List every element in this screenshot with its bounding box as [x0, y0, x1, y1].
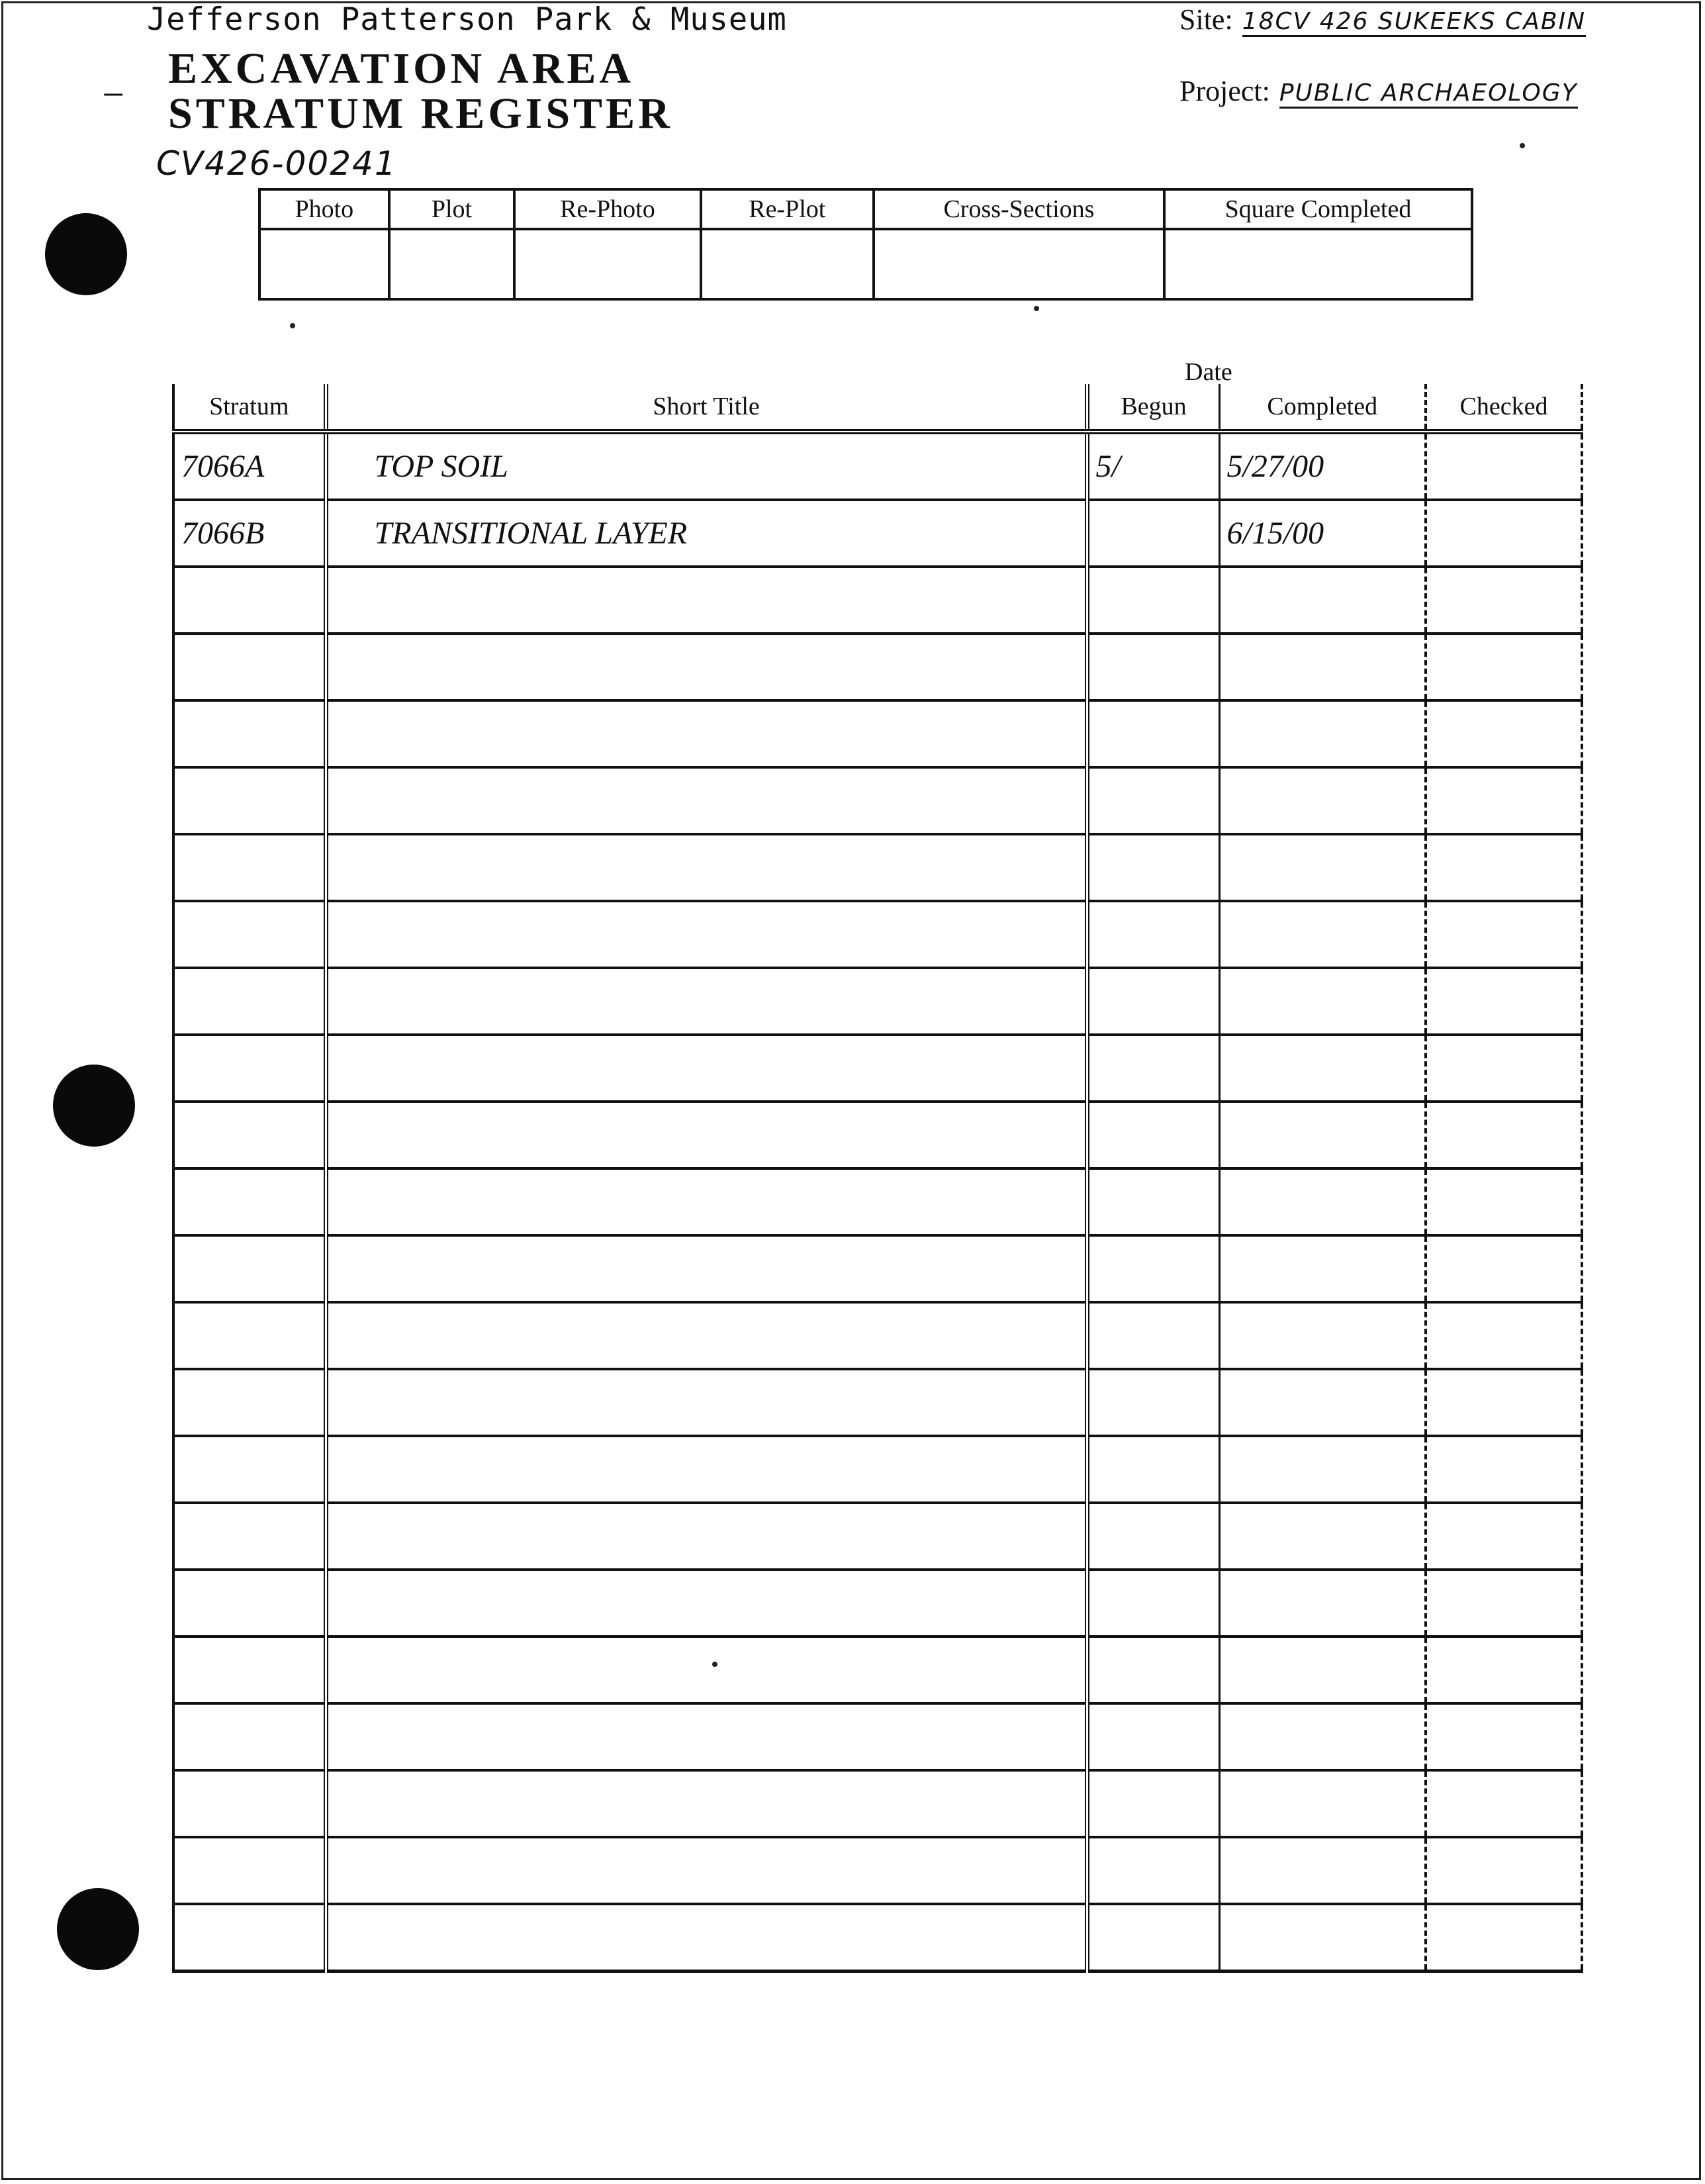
short-title-cell: TOP SOIL	[326, 432, 1087, 500]
table-row	[173, 1637, 1582, 1703]
site-label: Site:	[1179, 3, 1233, 36]
stratum-cell	[173, 1570, 326, 1637]
completed-cell	[1219, 901, 1426, 968]
begun-cell	[1087, 500, 1219, 567]
table-row	[173, 1503, 1582, 1570]
table-row	[173, 1770, 1582, 1837]
form-title-line2: STRATUM REGISTER	[168, 89, 673, 138]
status-table	[258, 188, 1473, 301]
checked-cell	[1426, 1302, 1582, 1369]
checked-cell	[1426, 1637, 1582, 1703]
stratum-cell	[173, 634, 326, 700]
short-title-cell	[326, 968, 1087, 1035]
punch-hole-bottom	[57, 1888, 139, 1970]
stratum-cell	[173, 1369, 326, 1436]
begun-cell	[1087, 834, 1219, 901]
col-stratum: Stratum	[173, 384, 326, 432]
short-title-cell	[326, 1369, 1087, 1436]
table-row	[173, 1703, 1582, 1770]
site-line	[1179, 3, 1586, 37]
begun-cell	[1087, 968, 1219, 1035]
checked-cell	[1426, 1102, 1582, 1168]
begun-cell	[1087, 1436, 1219, 1503]
table-row	[173, 1369, 1582, 1436]
document-id: CV426-00241	[156, 144, 397, 183]
status-col-re-plot: Re-Plot	[701, 189, 874, 229]
stratum-cell	[173, 767, 326, 834]
completed-cell	[1219, 634, 1426, 700]
status-col-plot: Plot	[389, 189, 515, 229]
short-title-cell: TRANSITIONAL LAYER	[326, 500, 1087, 567]
stratum-cell	[173, 901, 326, 968]
stratum-cell	[173, 968, 326, 1035]
begun-cell	[1087, 634, 1219, 700]
begun-cell	[1087, 567, 1219, 634]
status-entry-row	[259, 229, 1472, 299]
begun-cell	[1087, 700, 1219, 767]
checked-cell	[1426, 767, 1582, 834]
short-title-cell	[326, 1503, 1087, 1570]
stratum-cell	[173, 1770, 326, 1837]
col-short-title: Short Title	[326, 384, 1087, 432]
begun-cell	[1087, 1302, 1219, 1369]
form-title-line1: EXCAVATION AREA	[168, 44, 634, 93]
begun-cell	[1087, 1235, 1219, 1302]
project-value: PUBLIC ARCHAEOLOGY	[1279, 79, 1578, 109]
site-value: 18CV 426 SUKEEKS CABIN	[1242, 8, 1586, 37]
completed-cell	[1219, 1770, 1426, 1837]
begun-cell	[1087, 1503, 1219, 1570]
completed-cell	[1219, 834, 1426, 901]
checked-cell	[1426, 1168, 1582, 1235]
table-row	[173, 700, 1582, 767]
table-row	[173, 1570, 1582, 1637]
register-body	[173, 432, 1582, 1971]
table-row	[173, 834, 1582, 901]
museum-name: Jefferson Patterson Park & Museum	[147, 1, 787, 38]
stratum-cell	[173, 1503, 326, 1570]
punch-hole-top	[45, 213, 127, 295]
table-row	[173, 1837, 1582, 1904]
completed-cell	[1219, 567, 1426, 634]
completed-cell	[1219, 1904, 1426, 1971]
table-row	[173, 500, 1582, 567]
short-title-cell	[326, 1035, 1087, 1102]
status-header-row	[259, 189, 1472, 229]
begun-cell	[1087, 1637, 1219, 1703]
table-row	[173, 901, 1582, 968]
short-title-cell	[326, 1904, 1087, 1971]
completed-cell	[1219, 1235, 1426, 1302]
begun-cell	[1087, 1770, 1219, 1837]
status-col-square-completed: Square Completed	[1164, 189, 1472, 229]
short-title-cell	[326, 1302, 1087, 1369]
completed-cell: 6/15/00	[1219, 500, 1426, 567]
table-row	[173, 767, 1582, 834]
scan-speck	[290, 323, 295, 328]
short-title-cell	[326, 1570, 1087, 1637]
table-row	[173, 432, 1582, 500]
checked-cell	[1426, 1369, 1582, 1436]
punch-hole-middle	[53, 1065, 135, 1147]
begun-cell	[1087, 1102, 1219, 1168]
table-row	[173, 567, 1582, 634]
col-begun: Begun	[1087, 384, 1219, 432]
date-group-label: Date	[1185, 358, 1232, 386]
completed-cell	[1219, 1102, 1426, 1168]
completed-cell	[1219, 1302, 1426, 1369]
begun-cell	[1087, 1837, 1219, 1904]
table-row	[173, 1035, 1582, 1102]
checked-cell	[1426, 1436, 1582, 1503]
table-row	[173, 1904, 1582, 1971]
register-header-row	[173, 384, 1582, 432]
begun-cell	[1087, 1570, 1219, 1637]
completed-cell	[1219, 968, 1426, 1035]
begun-cell	[1087, 1904, 1219, 1971]
stratum-cell: 7066A	[173, 432, 326, 500]
checked-cell	[1426, 700, 1582, 767]
short-title-cell	[326, 1235, 1087, 1302]
stratum-cell	[173, 1302, 326, 1369]
checked-cell	[1426, 1503, 1582, 1570]
scan-speck	[712, 1662, 717, 1667]
stratum-cell	[173, 1235, 326, 1302]
short-title-cell	[326, 634, 1087, 700]
completed-cell	[1219, 767, 1426, 834]
checked-cell	[1426, 901, 1582, 968]
stratum-cell	[173, 1837, 326, 1904]
short-title-cell	[326, 1770, 1087, 1837]
table-row	[173, 1168, 1582, 1235]
status-col-photo: Photo	[259, 189, 389, 229]
table-row	[173, 968, 1582, 1035]
checked-cell	[1426, 968, 1582, 1035]
short-title-cell	[326, 1168, 1087, 1235]
scan-speck	[1520, 143, 1525, 148]
completed-cell	[1219, 700, 1426, 767]
checked-cell	[1426, 1035, 1582, 1102]
completed-cell	[1219, 1837, 1426, 1904]
stratum-cell	[173, 567, 326, 634]
stratum-register-table	[172, 384, 1583, 1973]
begun-cell	[1087, 1703, 1219, 1770]
scan-speck	[1034, 306, 1039, 311]
short-title-cell	[326, 1102, 1087, 1168]
table-row	[173, 1436, 1582, 1503]
col-checked: Checked	[1426, 384, 1582, 432]
completed-cell	[1219, 1703, 1426, 1770]
project-label: Project:	[1179, 75, 1270, 107]
table-row	[173, 1235, 1582, 1302]
begun-cell: 5/	[1087, 432, 1219, 500]
begun-cell	[1087, 901, 1219, 968]
short-title-cell	[326, 1837, 1087, 1904]
completed-cell	[1219, 1168, 1426, 1235]
stratum-cell	[173, 700, 326, 767]
checked-cell	[1426, 1837, 1582, 1904]
completed-cell	[1219, 1503, 1426, 1570]
short-title-cell	[326, 901, 1087, 968]
short-title-cell	[326, 767, 1087, 834]
status-cell-re-plot	[701, 229, 874, 299]
table-row	[173, 634, 1582, 700]
completed-cell	[1219, 1369, 1426, 1436]
col-completed: Completed	[1219, 384, 1426, 432]
begun-cell	[1087, 1035, 1219, 1102]
status-col-cross-sections: Cross-Sections	[874, 189, 1164, 229]
short-title-cell	[326, 1703, 1087, 1770]
stratum-cell	[173, 1904, 326, 1971]
checked-cell	[1426, 500, 1582, 567]
status-col-re-photo: Re-Photo	[514, 189, 700, 229]
checked-cell	[1426, 1235, 1582, 1302]
checked-cell	[1426, 567, 1582, 634]
table-row	[173, 1102, 1582, 1168]
checked-cell	[1426, 634, 1582, 700]
status-cell-photo	[259, 229, 389, 299]
completed-cell	[1219, 1436, 1426, 1503]
completed-cell: 5/27/00	[1219, 432, 1426, 500]
short-title-cell	[326, 834, 1087, 901]
completed-cell	[1219, 1637, 1426, 1703]
status-cell-cross-sections	[874, 229, 1164, 299]
project-line	[1179, 74, 1578, 109]
stratum-cell	[173, 1703, 326, 1770]
stratum-cell	[173, 1035, 326, 1102]
begun-cell	[1087, 767, 1219, 834]
stratum-cell	[173, 834, 326, 901]
checked-cell	[1426, 1570, 1582, 1637]
checked-cell	[1426, 1703, 1582, 1770]
table-row	[173, 1302, 1582, 1369]
status-cell-plot	[389, 229, 515, 299]
short-title-cell	[326, 700, 1087, 767]
stratum-cell	[173, 1168, 326, 1235]
begun-cell	[1087, 1168, 1219, 1235]
header-dash: _	[105, 62, 122, 97]
stratum-cell	[173, 1102, 326, 1168]
short-title-cell	[326, 1637, 1087, 1703]
completed-cell	[1219, 1570, 1426, 1637]
checked-cell	[1426, 1770, 1582, 1837]
checked-cell	[1426, 1904, 1582, 1971]
short-title-cell	[326, 1436, 1087, 1503]
begun-cell	[1087, 1369, 1219, 1436]
short-title-cell	[326, 567, 1087, 634]
status-cell-re-photo	[514, 229, 700, 299]
stratum-cell: 7066B	[173, 500, 326, 567]
checked-cell	[1426, 432, 1582, 500]
stratum-cell	[173, 1436, 326, 1503]
completed-cell	[1219, 1035, 1426, 1102]
checked-cell	[1426, 834, 1582, 901]
status-cell-square-completed	[1164, 229, 1472, 299]
stratum-cell	[173, 1637, 326, 1703]
